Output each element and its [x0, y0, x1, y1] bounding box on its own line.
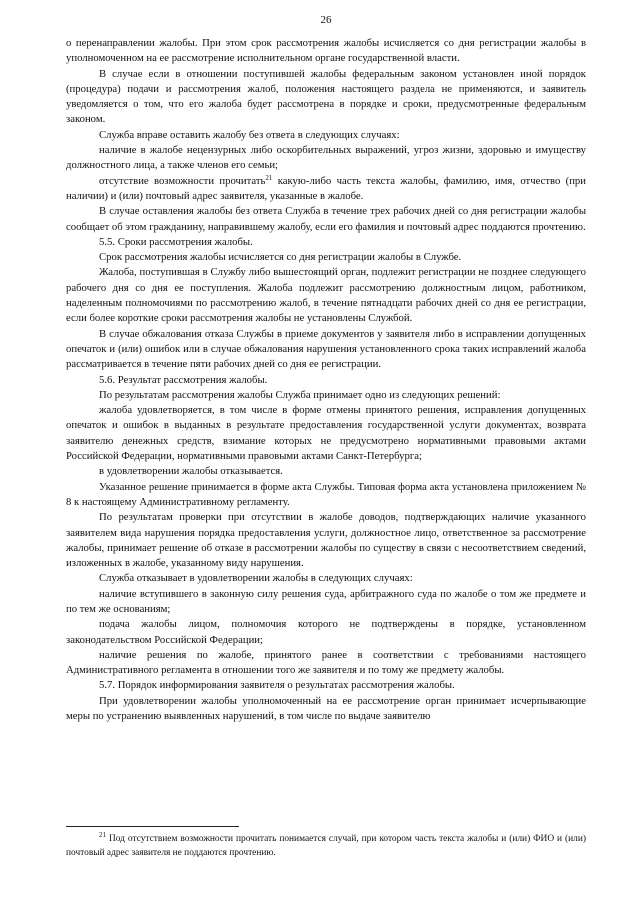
footnote-text: Под отсутствием возможности прочитать понимается случай, при котором часть текста жалобы и (или) ФИО и (или) почтовый адрес заявителя не поддаются прочтению.	[66, 834, 586, 858]
paragraph-unreadable	[66, 174, 586, 205]
section-heading-5-6: 5.6. Результат рассмотрения жалобы.	[99, 373, 268, 386]
paragraph-remedy-measures: При удовлетворении жалобы уполномоченный на ее рассмотрение орган принимает исчерпывающие меры по устранению выявленных нарушений, в том числе по выдаче заявителю	[66, 694, 586, 723]
paragraph-unauthorized: подача жалобы лицом, полномочия которого не подтверждены в порядке, установленном законодательством Российской Федерации;	[66, 618, 586, 646]
paragraph-review-period: Срок рассмотрения жалобы исчисляется со дня регистрации жалобы в Службе.	[99, 251, 462, 264]
paragraph-court-decision: наличие вступившего в законную силу решения суда, арбитражного суда по жалобе о том же предмете и по тем же основаниям;	[66, 587, 586, 615]
paragraph-check-results: По результатам проверки при отсутствии в жалобе доводов, подтверждающих наличие указанного заявителем вида нарушения порядка предоставления услуги, должностное лицо, ответственное за рассмотрение жалобы, принимает решение об отказе в рассмотрении жалобы по существу в связи с несоответствием сведений, изложенных в жалобе, указанному виду нарушения.	[66, 511, 586, 570]
paragraph-refused: в удовлетворении жалобы отказывается.	[99, 465, 283, 478]
paragraph-registration: Жалоба, поступившая в Службу либо вышестоящий орган, подлежит регистрации не позднее следующего рабочего дня со дня ее поступления. Жалоба подлежит рассмотрению должностным лицом, работником, наделенным полномочиями по рассмотрению жалоб, в течение пятнадцати рабочих дней со дня ее регистрации, если более короткие сроки рассмотрения жалобы не установлены Службой.	[66, 266, 586, 325]
paragraph-act-form: Указанное решение принимается в форме акта Службы. Типовая форма акта установлена приложением № 8 к настоящему Административному регламенту.	[66, 480, 586, 508]
paragraph-decisions: По результатам рассмотрения жалобы Служба принимает одно из следующих решений:	[99, 388, 501, 401]
paragraph-no-answer-cases: Служба вправе оставить жалобу без ответа в следующих случаях:	[99, 128, 400, 141]
page-number: 26	[320, 14, 332, 26]
paragraph-refusal-cases: Служба отказывает в удовлетворении жалобы в следующих случаях:	[99, 572, 413, 585]
document-page	[66, 0, 586, 905]
footnote-divider	[66, 826, 239, 827]
paragraph-no-answer-notice: В случае оставления жалобы без ответа Служба в течение трех рабочих дней со дня регистрации жалобы сообщает об этом гражданину, направившему жалобу, если его фамилия и почтовый адрес поддаются прочтению.	[66, 205, 586, 233]
footnote-reference: 21	[265, 173, 273, 182]
paragraph-continuation: о перенаправлении жалобы. При этом срок рассмотрения жалобы исчисляется со дня регистрации жалобы в уполномоченном на ее рассмотрение исполнительном органе государственной власти.	[66, 37, 586, 65]
document-body	[66, 36, 586, 724]
paragraph-unreadable-text-after: какую-либо часть текста жалобы, фамилию, имя, отчество (при наличии) и (или) почтовый адрес заявителя, указанные в жалобе.	[66, 174, 586, 202]
paragraph-satisfied: жалоба удовлетворяется, в том числе в форме отмены принятого решения, исправления допущенных опечаток и ошибок в выданных в результате предоставления государственной услуги документах, возврата заявителю денежных средств, взимание которых не предусмотрено нормативными правовыми актами Российской Федерации, нормативными правовыми актами Санкт-Петербурга;	[66, 404, 586, 463]
paragraph-unreadable-text: отсутствие возможности прочитать	[99, 174, 266, 187]
paragraph-federal-law: В случае если в отношении поступившей жалобы федеральным законом установлен иной порядок (процедура) подачи и рассмотрения жалоб, положения настоящего раздела не применяются, и заявитель уведомляется о том, что его жалоба будет рассмотрена в порядке и сроки, предусмотренные федеральным законом.	[66, 67, 586, 126]
footnote-mark: 21	[99, 831, 106, 839]
paragraph-prior-decision: наличие решения по жалобе, принятого ранее в соответствии с требованиями настоящего Административного регламента в отношении того же заявителя и по тому же предмету жалобы.	[66, 648, 586, 677]
section-heading-5-5: 5.5. Сроки рассмотрения жалобы.	[99, 235, 253, 248]
section-heading-5-7: 5.7. Порядок информирования заявителя о результатах рассмотрения жалобы.	[99, 679, 455, 692]
paragraph-appeal-refusal: В случае обжалования отказа Службы в приеме документов у заявителя либо в исправлении допущенных опечаток и (или) ошибок или в случае обжалования нарушения установленного срока таких исправлений жалоба рассматривается в течение пяти рабочих дней со дня ее регистрации.	[66, 327, 586, 371]
footnote	[66, 833, 586, 860]
paragraph-obscene-language: наличие в жалобе нецензурных либо оскорбительных выражений, угроз жизни, здоровью и имуществу должностного лица, а также членов его семьи;	[66, 144, 586, 172]
